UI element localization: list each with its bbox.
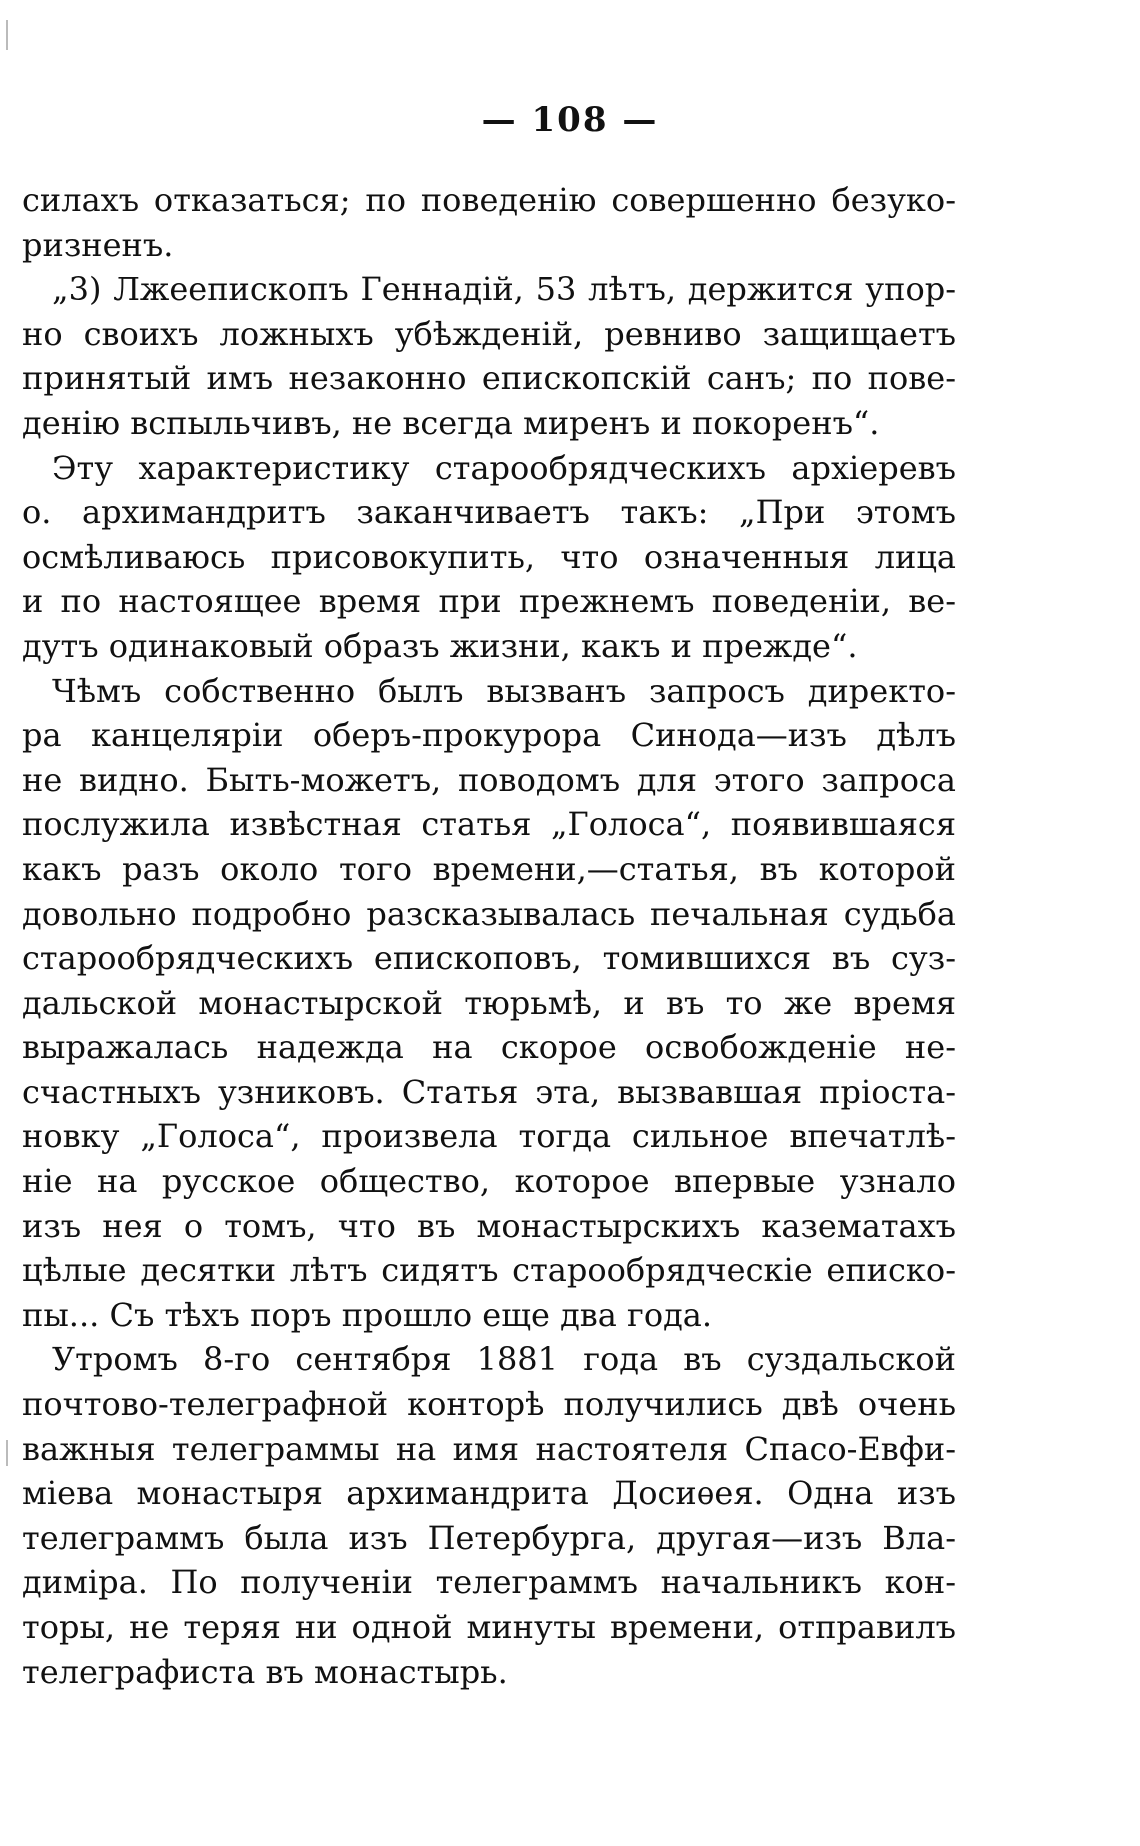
text-line: но своихъ ложныхъ убѣжденій, ревниво защищаетъ [22, 314, 956, 353]
text-line: старообрядческихъ епископовъ, томившихся въ суз- [22, 939, 956, 978]
page-number: — 108 — [481, 100, 659, 140]
text-line: почтово-телеграфной конторѣ получились двѣ очень [22, 1385, 956, 1424]
text-line: телеграммъ была изъ Петербурга, другая—изъ Вла- [22, 1518, 956, 1557]
text-line: и по настоящее время при прежнемъ поведеніи, ве- [22, 582, 956, 621]
text-line: принятый имъ незаконно епископскій санъ; по пове- [22, 359, 956, 398]
text-line: дальской монастырской тюрьмѣ, и въ то же время [22, 983, 956, 1022]
text-line: осмѣливаюсь присовокупить, что означенныя лица [22, 537, 956, 576]
text-line: выражалась надежда на скорое освобожденіе не- [22, 1028, 956, 1067]
text-line: силахъ отказаться; по поведенію совершенно безуко- [22, 181, 956, 219]
text-line: послужила извѣстная статья „Голоса“, появившаяся [22, 805, 956, 844]
text-line: не видно. Быть-можетъ, поводомъ для этого запроса [22, 760, 956, 799]
text-line: ніе на русское общество, которое впервые узнало [22, 1162, 956, 1201]
gutter-mark [6, 20, 8, 50]
text-line: ра канцеляріи оберъ-прокурора Синода—изъ дѣлъ [22, 716, 956, 755]
text-line: дутъ одинаковый образъ жизни, какъ и прежде“. [22, 626, 858, 665]
text-line: о. архимандритъ заканчиваетъ такъ: „При этомъ [22, 493, 956, 532]
text-line: важныя телеграммы на имя настоятеля Спасо-Евфи- [22, 1429, 956, 1468]
text-line: какъ разъ около того времени,—статья, въ которой [22, 849, 956, 888]
text-line: ризненъ. [22, 225, 174, 264]
text-line: денію вспыльчивъ, не всегда миренъ и покоренъ“. [22, 403, 880, 442]
text-line: телеграфиста въ монастырь. [22, 1652, 508, 1691]
text-line: „3) Лжеепископъ Геннадій, 53 лѣтъ, держится упор- [52, 270, 956, 309]
text-line: довольно подробно разсказывалась печальная судьба [22, 894, 956, 933]
text-line: счастныхъ узниковъ. Статья эта, вызвавшая пріоста- [22, 1072, 956, 1111]
text-line: міева монастыря архимандрита Досиѳея. Одна изъ [22, 1474, 956, 1513]
text-line: Эту характеристику старообрядческихъ архіеревъ [52, 448, 956, 487]
text-line: диміра. По полученіи телеграммъ начальникъ кон- [22, 1563, 956, 1602]
gutter-mark [6, 1440, 8, 1466]
text-line: новку „Голоса“, произвела тогда сильное впечатлѣ- [22, 1117, 956, 1156]
text-line: Чѣмъ собственно былъ вызванъ запросъ директо- [52, 671, 956, 710]
body-text [22, 178, 956, 1694]
text-line: пы... Съ тѣхъ поръ прошло еще два года. [22, 1295, 713, 1334]
text-line: цѣлые десятки лѣтъ сидятъ старообрядческіе еписко- [22, 1251, 956, 1290]
text-line: Утромъ 8-го сентября 1881 года въ суздальской [52, 1340, 956, 1379]
text-line: изъ нея о томъ, что въ монастырскихъ казематахъ [22, 1206, 956, 1245]
text-line: торы, не теряя ни одной минуты времени, отправилъ [22, 1608, 956, 1646]
